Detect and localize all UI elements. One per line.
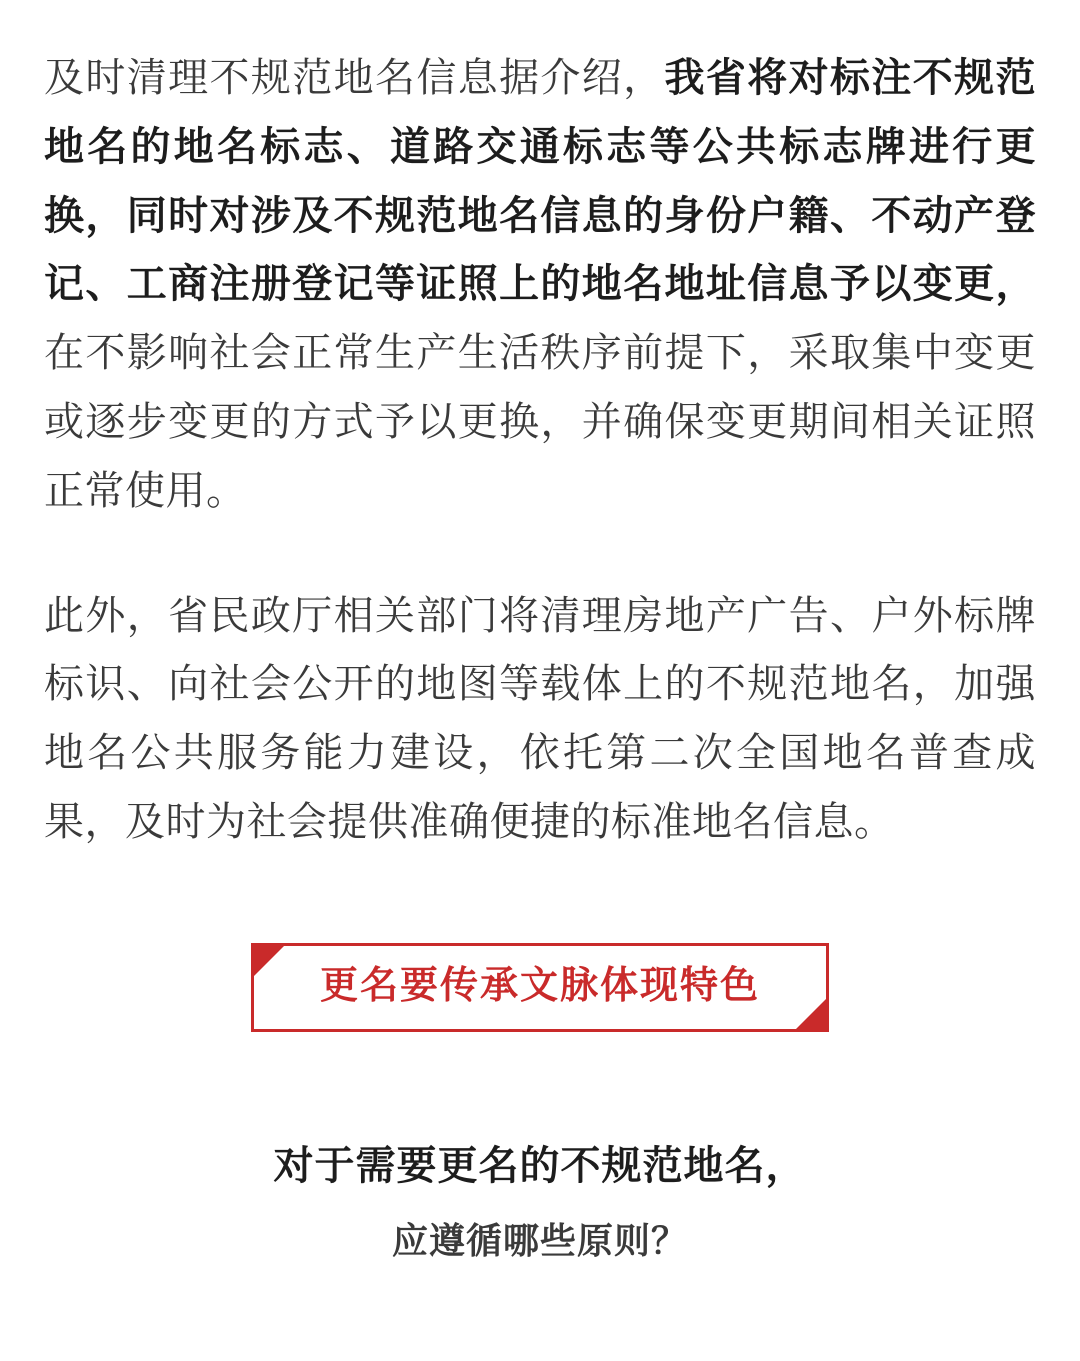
paragraph-one-tail: 在不影响社会正常生产生活秩序前提下，采取集中变更或逐步变更的方式予以更换，并确保变更期间相关证照正常使用。 — [44, 331, 1036, 513]
question-line-one: 对于需要更名的不规范地名， — [273, 1144, 807, 1189]
section-banner-title: 更名要传承文脉体现特色 — [319, 964, 760, 1007]
section-banner — [251, 943, 829, 1033]
paragraph-one — [44, 44, 1036, 526]
question-block — [44, 1136, 1036, 1268]
paragraph-one-emphasis: 我省将对标注不规范地名的地名标志、道路交通标志等公共标志牌进行更换，同时对涉及不规范地名信息的身份户籍、不动产登记、工商注册登记等证照上的地名地址信息予以变更， — [44, 56, 1037, 307]
section-banner-wrapper — [44, 943, 1036, 1033]
question-line-two: 应遵循哪些原则？ — [391, 1220, 688, 1262]
banner-corner-top-left-icon — [251, 943, 287, 979]
banner-corner-bottom-right-icon — [793, 996, 829, 1032]
paragraph-one-lead: 及时清理不规范地名信息据介绍， — [44, 56, 665, 100]
paragraph-two: 此外，省民政厅相关部门将清理房地产广告、户外标牌标识、向社会公开的地图等载体上的不规范地名，加强地名公共服务能力建设，依托第二次全国地名普查成果，及时为社会提供准确便捷的标准地名信息。 — [44, 593, 1036, 844]
